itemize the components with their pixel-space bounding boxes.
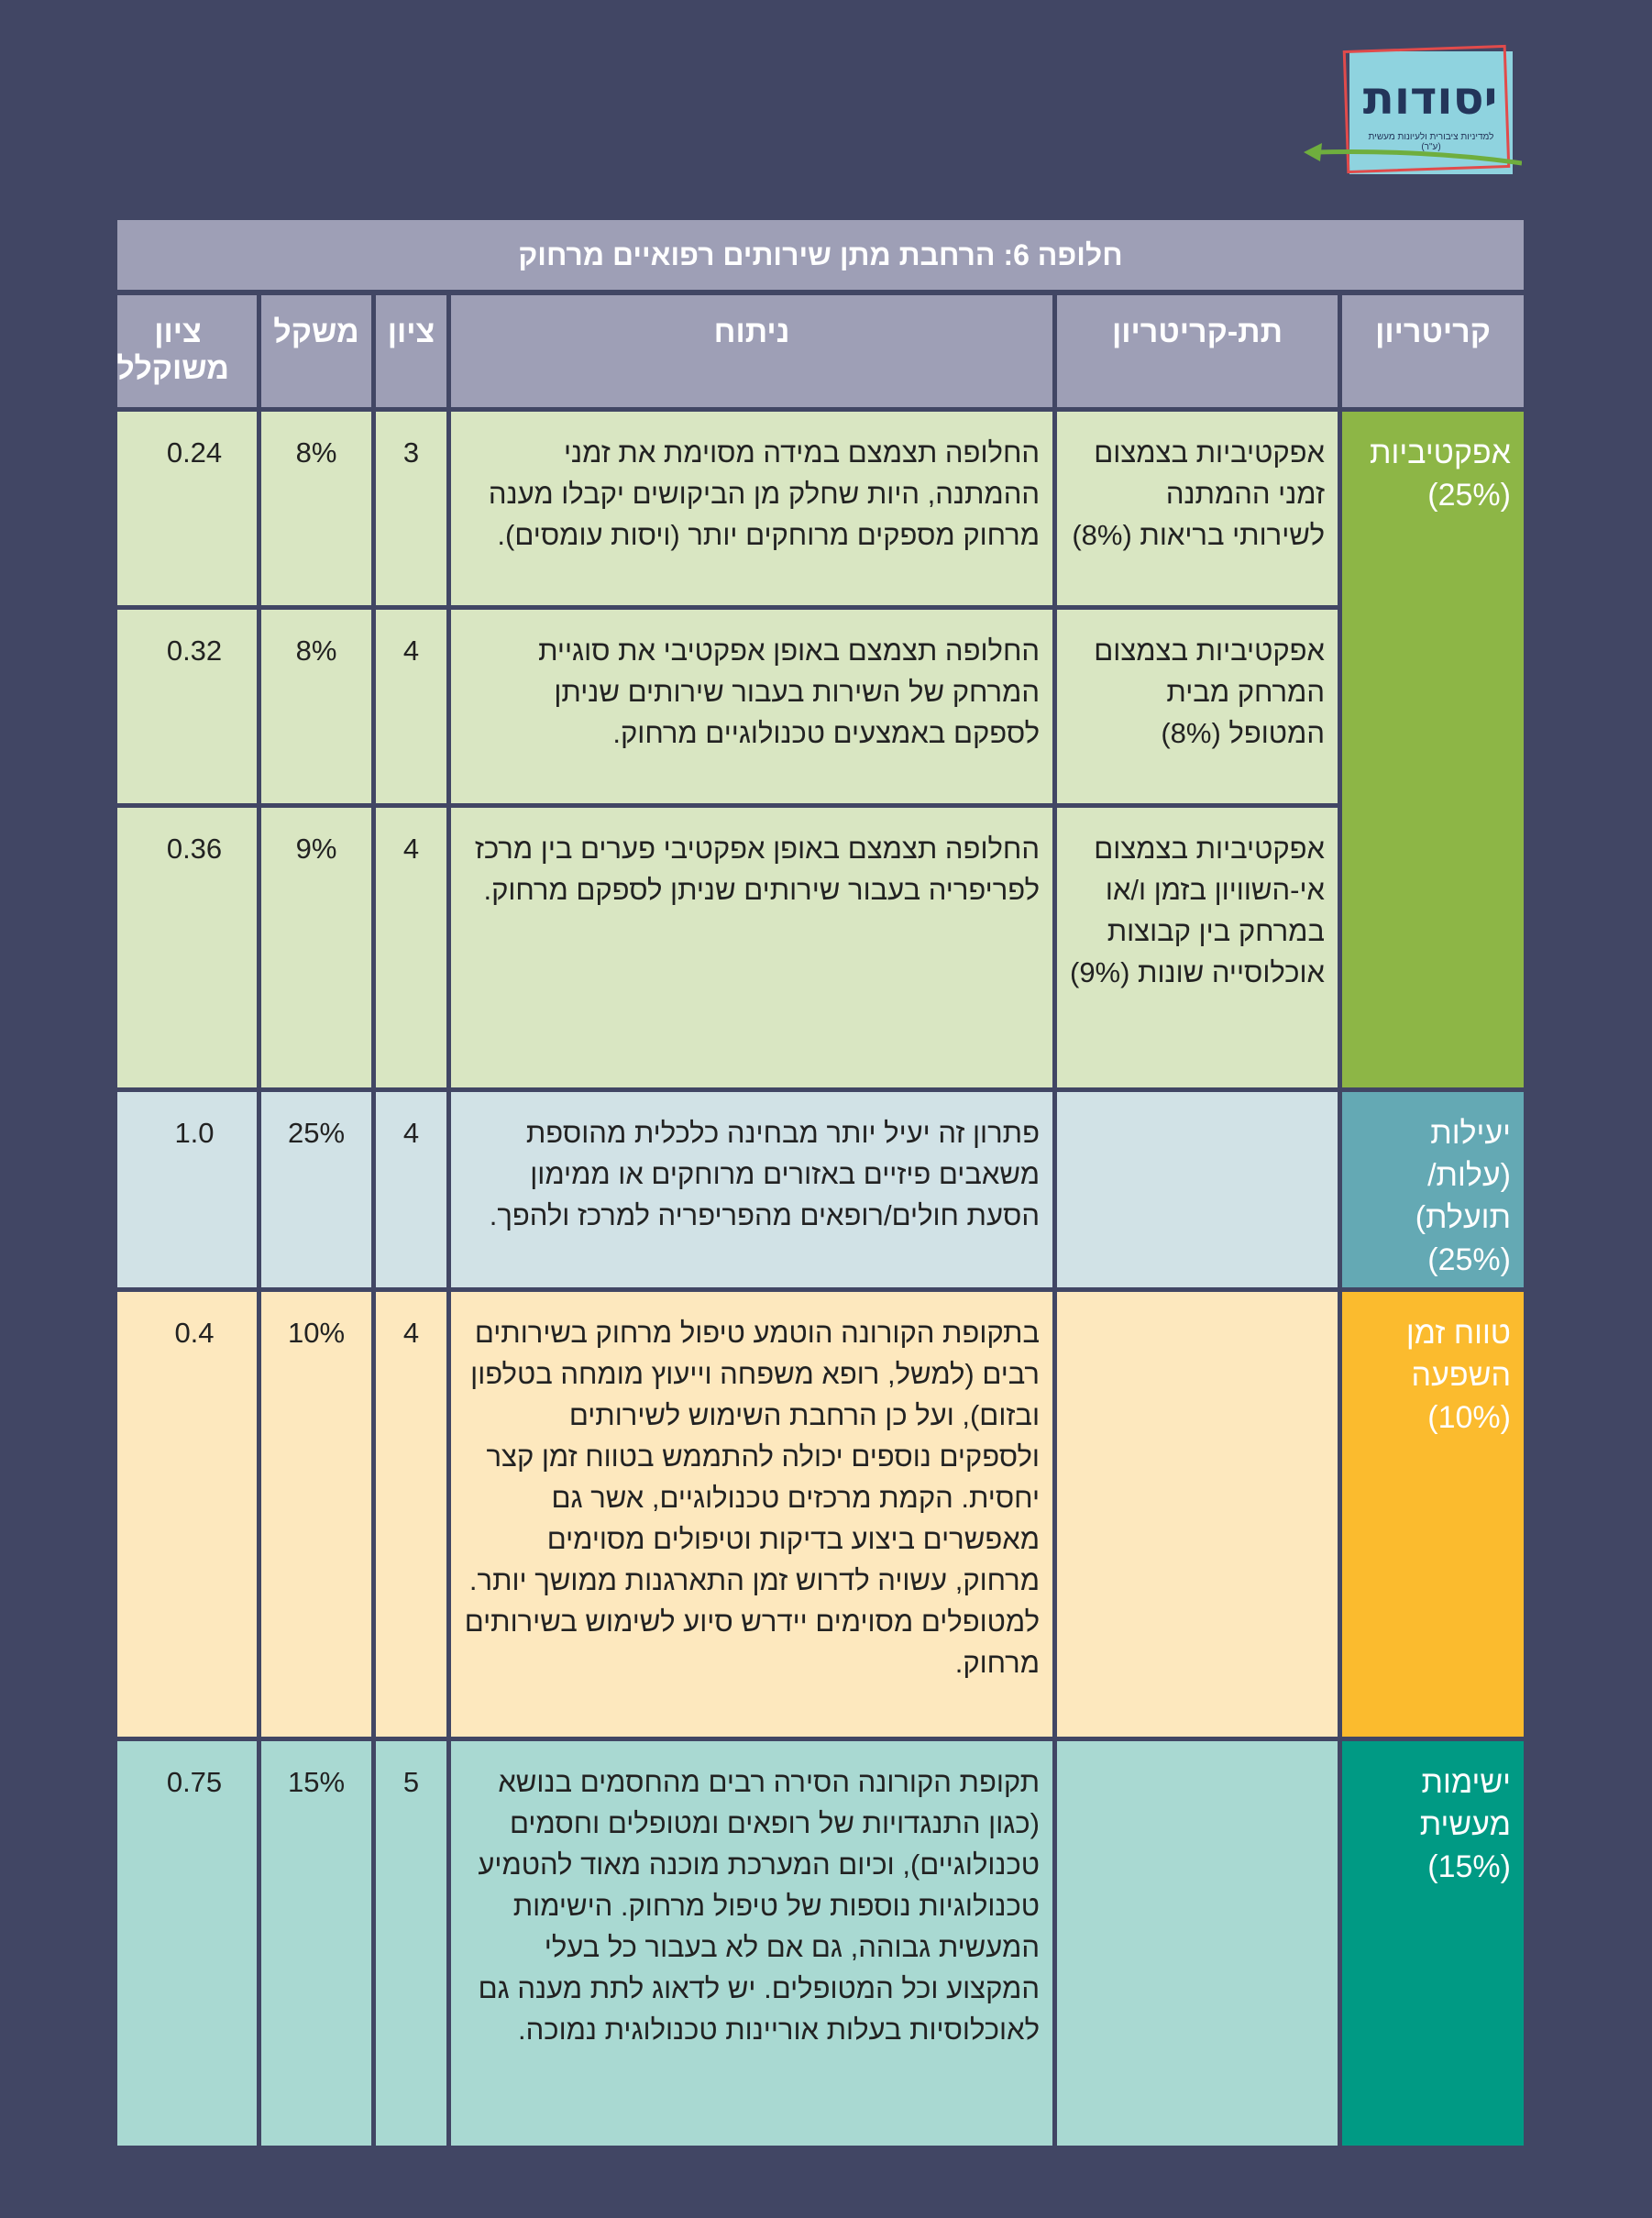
logo-arrow-icon [1302, 136, 1522, 172]
analysis-cell: החלופה תצמצם באופן אפקטיבי פערים בין מרכז לפריפריה בעבור שירותים שניתן לספקם מרחוק. [451, 808, 1052, 1087]
score-cell: 3 [376, 412, 446, 605]
header-analysis: ניתוח [451, 295, 1052, 407]
table-title: חלופה 6: הרחבת מתן שירותים רפואיים מרחוק [117, 220, 1524, 290]
weighted-score-cell: 0.24 [117, 412, 257, 605]
header-sub-criterion: תת-קריטריון [1057, 295, 1338, 407]
criterion-effectiveness: אפקטיביות (25%) [1342, 412, 1524, 1087]
header-criterion: קריטריון [1342, 295, 1524, 407]
sub-criterion-cell [1057, 1292, 1338, 1737]
sub-criterion-cell [1057, 1092, 1338, 1287]
score-cell: 4 [376, 808, 446, 1087]
weighted-score-cell: 0.32 [117, 610, 257, 803]
weighted-score-cell: 0.36 [117, 808, 257, 1087]
score-cell: 4 [376, 1292, 446, 1737]
weight-cell: 25% [261, 1092, 371, 1287]
score-cell: 5 [376, 1741, 446, 2146]
analysis-cell: החלופה תצמצם במידה מסוימת את זמני ההמתנה, היות שחלק מן הביקושים יקבלו מענה מרחוק מספקים מרוחקים יותר (ויסות עומסים). [451, 412, 1052, 605]
sub-criterion-cell: אפקטיביות בצמצום המרחק מבית המטופל (8%) [1057, 610, 1338, 803]
criterion-feasibility: ישימות מעשית (15%) [1342, 1741, 1524, 2146]
weight-cell: 15% [261, 1741, 371, 2146]
weight-cell: 10% [261, 1292, 371, 1737]
weight-cell: 8% [261, 412, 371, 605]
header-weighted-score: ציון משוקלל [117, 295, 257, 407]
weighted-score-cell: 0.4 [117, 1292, 257, 1737]
weight-cell: 8% [261, 610, 371, 803]
header-weight: משקל [261, 295, 371, 407]
analysis-cell: החלופה תצמצם באופן אפקטיבי את סוגיית המרחק של השירות בעבור שירותים שניתן לספקם באמצעים טכנולוגיים מרחוק. [451, 610, 1052, 803]
weighted-score-cell: 0.75 [117, 1741, 257, 2146]
sub-criterion-cell: אפקטיביות בצמצום זמני ההמתנה לשירותי בריאות (8%) [1057, 412, 1338, 605]
analysis-cell: בתקופת הקורונה הוטמע טיפול מרחוק בשירותים רבים (למשל, רופא משפחה וייעוץ מומחה בטלפון ובזום), ועל כן הרחבת השימוש לשירותים ולספקים נוספים יכולה להתממש בטווח זמן קצר יחסית. הקמת מרכזים טכנולוגיים, אשר גם מאפשרים ביצוע בדיקות וטיפולים מסוימים מרחוק, עשויה לדרוש זמן התארגנות ממושך יותר. למטופלים מסוימים יידרש סיוע לשימוש בשירותים מרחוק. [451, 1292, 1052, 1737]
sub-criterion-cell: אפקטיביות בצמצום אי-השוויון בזמן ו/או במרחק בין קבוצות אוכלוסייה שונות (9%) [1057, 808, 1338, 1087]
score-cell: 4 [376, 1092, 446, 1287]
logo-tagline: למדיניות ציבורית ולעיונות מעשית (ע"ר) [1368, 132, 1494, 152]
criterion-efficiency: יעילות (עלות/ תועלת) (25%) [1342, 1092, 1524, 1287]
header-score: ציון [376, 295, 446, 407]
weight-cell: 9% [261, 808, 371, 1087]
yesodot-logo [1302, 46, 1531, 183]
sub-criterion-cell [1057, 1741, 1338, 2146]
logo-name: יסודות [1362, 72, 1498, 125]
score-cell: 4 [376, 610, 446, 803]
criterion-time-horizon: טווח זמן השפעה (10%) [1342, 1292, 1524, 1737]
analysis-cell: פתרון זה יעיל יותר מבחינה כלכלית מהוספת משאבים פיזיים באזורים מרוחקים או ממימון הסעת חולים/רופאים מהפריפריה למרכז ולהפך. [451, 1092, 1052, 1287]
analysis-cell: תקופת הקורונה הסירה רבים מהחסמים בנושא (כגון התנגדויות של רופאים ומטופלים וחסמים טכנולוגיים), וכיום המערכת מוכנה מאוד להטמיע טכנולוגיות נוספות של טיפול מרחוק. הישימות המעשית גבוהה, גם אם לא בעבור כל בעלי המקצוע וכל המטופלים. יש לדאוג לתת מענה גם לאוכלוסיות בעלות אוריינות טכנולוגית נמוכה. [451, 1741, 1052, 2146]
weighted-score-cell: 1.0 [117, 1092, 257, 1287]
criteria-table [117, 220, 1524, 2146]
